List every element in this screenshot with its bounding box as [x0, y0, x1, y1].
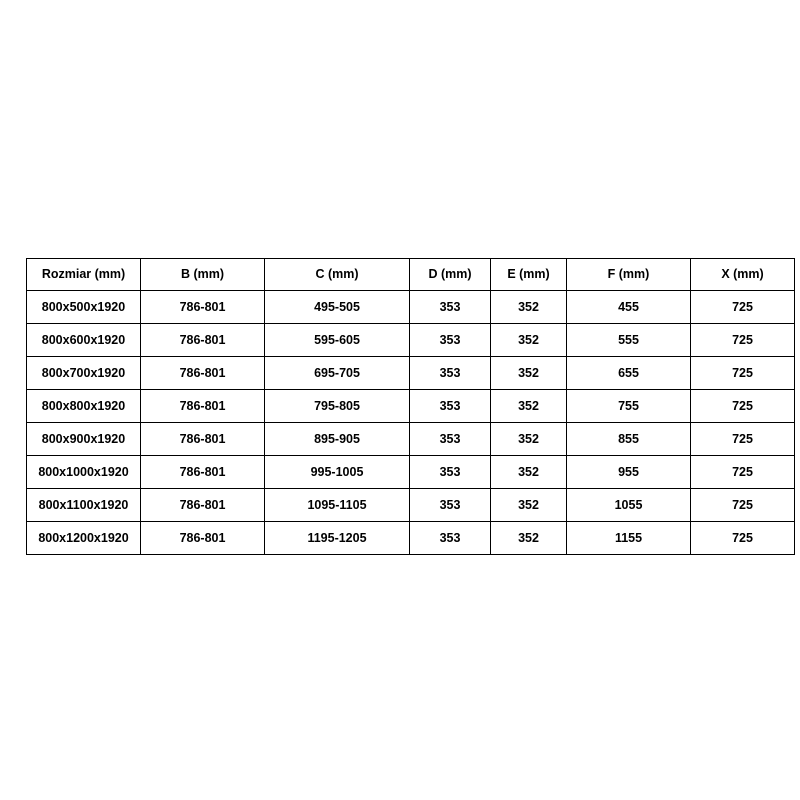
cell-f: 955 — [567, 456, 691, 489]
table-row — [27, 357, 795, 390]
table-row — [27, 489, 795, 522]
cell-f: 555 — [567, 324, 691, 357]
cell-rozmiar: 800x1100x1920 — [27, 489, 141, 522]
cell-d: 353 — [410, 324, 491, 357]
cell-e: 352 — [491, 522, 567, 555]
cell-c: 795-805 — [265, 390, 410, 423]
cell-rozmiar: 800x600x1920 — [27, 324, 141, 357]
cell-x: 725 — [691, 423, 795, 456]
table-row — [27, 423, 795, 456]
cell-rozmiar: 800x800x1920 — [27, 390, 141, 423]
cell-e: 352 — [491, 489, 567, 522]
table-header-row — [27, 259, 795, 291]
cell-c: 995-1005 — [265, 456, 410, 489]
cell-b: 786-801 — [141, 456, 265, 489]
table-body — [27, 291, 795, 555]
column-header-b: B (mm) — [141, 259, 265, 291]
column-header-rozmiar: Rozmiar (mm) — [27, 259, 141, 291]
cell-c: 1095-1105 — [265, 489, 410, 522]
table-row — [27, 324, 795, 357]
cell-c: 1195-1205 — [265, 522, 410, 555]
cell-f: 755 — [567, 390, 691, 423]
cell-b: 786-801 — [141, 291, 265, 324]
cell-b: 786-801 — [141, 522, 265, 555]
cell-f: 655 — [567, 357, 691, 390]
cell-e: 352 — [491, 390, 567, 423]
cell-b: 786-801 — [141, 390, 265, 423]
cell-d: 353 — [410, 522, 491, 555]
cell-e: 352 — [491, 291, 567, 324]
cell-e: 352 — [491, 423, 567, 456]
cell-b: 786-801 — [141, 489, 265, 522]
cell-c: 595-605 — [265, 324, 410, 357]
dimensions-table — [26, 258, 795, 555]
cell-e: 352 — [491, 357, 567, 390]
table-row — [27, 390, 795, 423]
cell-f: 1155 — [567, 522, 691, 555]
cell-rozmiar: 800x1000x1920 — [27, 456, 141, 489]
cell-rozmiar: 800x1200x1920 — [27, 522, 141, 555]
cell-d: 353 — [410, 390, 491, 423]
cell-e: 352 — [491, 456, 567, 489]
cell-d: 353 — [410, 456, 491, 489]
table-row — [27, 456, 795, 489]
cell-x: 725 — [691, 291, 795, 324]
table-header — [27, 259, 795, 291]
cell-x: 725 — [691, 489, 795, 522]
spec-table-container — [26, 258, 774, 555]
cell-x: 725 — [691, 522, 795, 555]
cell-d: 353 — [410, 489, 491, 522]
cell-d: 353 — [410, 291, 491, 324]
column-header-f: F (mm) — [567, 259, 691, 291]
table-row — [27, 291, 795, 324]
column-header-e: E (mm) — [491, 259, 567, 291]
cell-c: 695-705 — [265, 357, 410, 390]
column-header-c: C (mm) — [265, 259, 410, 291]
cell-c: 495-505 — [265, 291, 410, 324]
column-header-x: X (mm) — [691, 259, 795, 291]
cell-x: 725 — [691, 456, 795, 489]
cell-rozmiar: 800x700x1920 — [27, 357, 141, 390]
cell-d: 353 — [410, 423, 491, 456]
cell-rozmiar: 800x900x1920 — [27, 423, 141, 456]
cell-c: 895-905 — [265, 423, 410, 456]
cell-x: 725 — [691, 390, 795, 423]
table-row — [27, 522, 795, 555]
cell-rozmiar: 800x500x1920 — [27, 291, 141, 324]
column-header-d: D (mm) — [410, 259, 491, 291]
cell-f: 855 — [567, 423, 691, 456]
cell-b: 786-801 — [141, 324, 265, 357]
cell-b: 786-801 — [141, 357, 265, 390]
cell-d: 353 — [410, 357, 491, 390]
cell-x: 725 — [691, 357, 795, 390]
cell-b: 786-801 — [141, 423, 265, 456]
cell-e: 352 — [491, 324, 567, 357]
cell-x: 725 — [691, 324, 795, 357]
cell-f: 455 — [567, 291, 691, 324]
cell-f: 1055 — [567, 489, 691, 522]
